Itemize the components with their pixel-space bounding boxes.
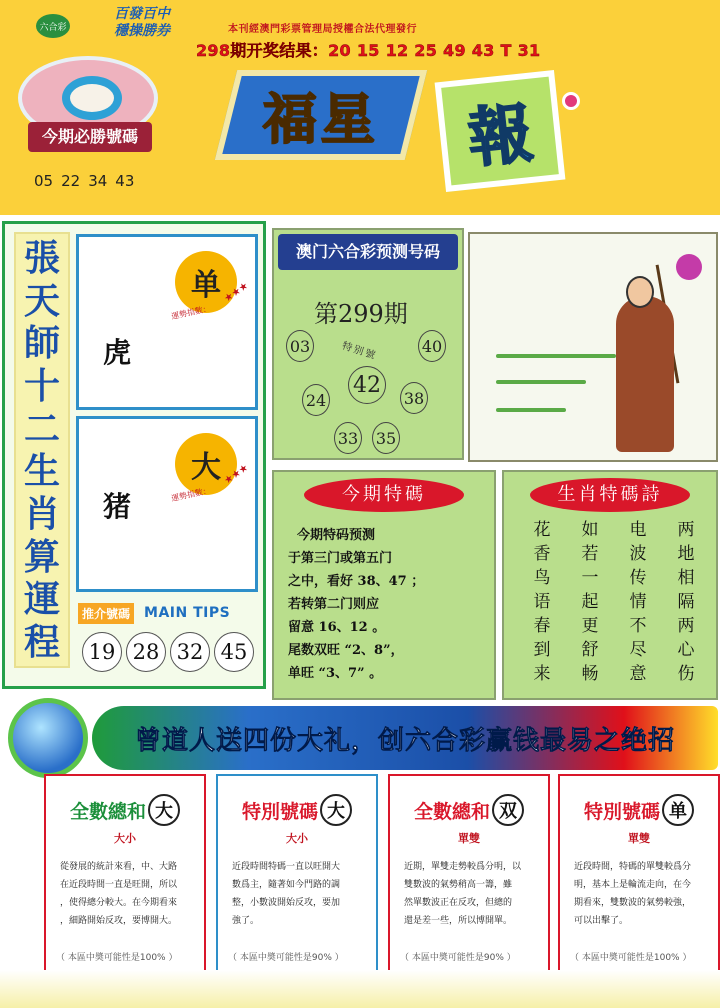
poem-char: 来: [533, 664, 551, 684]
zodiac-tag: 单: [175, 251, 237, 313]
poem-char: 如: [581, 520, 599, 540]
must-win-number: 05: [34, 172, 54, 190]
card-subtitle: 單雙: [628, 832, 650, 845]
card-subtitle: 單雙: [458, 832, 480, 845]
poem-char: 伤: [677, 664, 695, 684]
macau-title: 澳门六合彩预测号码: [278, 234, 458, 270]
poem-char: 春: [533, 616, 551, 636]
poem-char: 更: [581, 616, 599, 636]
zodiac-animal: 虎: [103, 336, 132, 369]
slogan-line1: 百發百中: [114, 6, 170, 22]
card-probability: （ 本區中奬可能性是90% ）: [400, 953, 516, 963]
poem-char: 地: [677, 544, 695, 564]
card-subtitle: 大小: [114, 832, 136, 845]
poem-char: 波: [629, 544, 647, 564]
vertical-title-char: 十: [23, 364, 60, 407]
grass-stroke: [496, 380, 586, 384]
card-header: [218, 794, 376, 826]
must-win-number: 34: [88, 172, 108, 190]
card-probability: （ 本區中奬可能性是90% ）: [228, 953, 344, 963]
sage-illustration: [468, 232, 718, 462]
tip-card-total-parity: [388, 774, 550, 982]
tips-label-cn: 推介號碼: [78, 603, 134, 624]
promo-banner-text: 曾道人送四份大礼，创六合彩赢钱最易之绝招: [134, 725, 675, 756]
card-subtitle: 大小: [286, 832, 308, 845]
card-body: 從發展的統計來看，中、大路 在近段時間一直是旺開，所以 ，使得總分較大。在今期看來 ，細路開始反攻，要博開大。: [60, 862, 178, 926]
card-header: [390, 794, 548, 826]
eye-iris-icon: [62, 76, 122, 120]
tip-number: 32: [170, 632, 210, 672]
special-code-panel: [272, 470, 496, 700]
poem-char: 起: [581, 592, 599, 612]
poem-char: 畅: [581, 664, 599, 684]
card-header: [46, 794, 204, 826]
card-title: 全數總和: [413, 800, 490, 823]
masthead-title-text: 福星: [263, 86, 379, 151]
special-code-banner: 今期特碼: [304, 478, 464, 512]
poem-char: 不: [629, 616, 647, 636]
zodiac-animal: 猪: [103, 490, 132, 523]
vertical-title-char: 程: [23, 620, 60, 663]
poem-char: 香: [533, 544, 551, 564]
number-ball: 33: [334, 422, 362, 454]
poem-char: 情: [629, 592, 647, 612]
zodiac-card-tiger: [76, 234, 258, 410]
main-tips-header: [78, 602, 258, 624]
poem-char: 鸟: [533, 568, 551, 588]
card-result-badge: 大: [148, 794, 180, 826]
must-win-number: 43: [115, 172, 135, 190]
card-title: 特別號碼: [241, 800, 318, 823]
sage-head-icon: [626, 276, 654, 308]
tip-number: 28: [126, 632, 166, 672]
number-ball: 40: [418, 330, 446, 362]
zodiac-tag: 大: [175, 433, 237, 495]
card-body: 近段時間特碼一直以旺開大 數爲主，隨著如今門路的調 整，小數波開始反攻，要加 強了。: [232, 862, 341, 926]
poem-char: 心: [677, 640, 695, 660]
poem-char: 若: [581, 544, 599, 564]
vertical-title-char: 天: [23, 279, 60, 322]
star-icon: ★★★: [222, 280, 251, 305]
poem-grid: [518, 518, 710, 686]
poem-char: 传: [629, 568, 647, 588]
must-win-numbers: [34, 172, 134, 190]
poem-char: 花: [533, 520, 551, 540]
masthead-bao: [435, 70, 566, 192]
card-probability: （ 本區中奬可能性是100% ）: [570, 953, 692, 963]
tip-number: 45: [214, 632, 254, 672]
lottery-logo: 六合彩: [36, 14, 70, 38]
macau-prediction-panel: [272, 228, 464, 460]
issue-number: 第299期: [314, 300, 408, 328]
tips-label-en: MAIN TIPS: [144, 605, 231, 621]
vertical-title-char: 運: [23, 578, 60, 621]
header: [0, 0, 720, 215]
publisher-note: 本刊經澳門彩票管理局授權合法代理發行: [228, 24, 417, 35]
luck-index-label: 運勢指數：: [170, 303, 212, 322]
vertical-title-char: 張: [23, 237, 60, 279]
card-result-badge: 大: [320, 794, 352, 826]
poem-char: 意: [629, 664, 647, 684]
promo-banner: [92, 706, 718, 770]
poem-char: 一: [581, 568, 599, 588]
card-body: 近段時間，特碼的單雙較爲分 明，基本上是輪流走向，在今 期看來，雙數波的氣勢較強， 可以出擊了。: [574, 862, 692, 926]
luck-index-label: 運勢指數：: [170, 485, 212, 504]
poem-char: 电: [629, 520, 647, 540]
special-code-text: 今期特码预测 于第三门或第五门 之中，看好 38、47 ； 若转第二门则应 留意 16、12 。 尾数双旺 “2、8”， 单旺 “3、7” 。: [288, 528, 425, 681]
card-title: 全數總和: [69, 800, 146, 823]
tip-card-special-size: [216, 774, 378, 982]
poem-char: 语: [533, 592, 551, 612]
vertical-title-char: 師: [23, 322, 60, 365]
card-result-badge: 双: [492, 794, 524, 826]
globe-icon: [8, 698, 88, 778]
must-win-number: 22: [61, 172, 81, 190]
card-probability: （ 本區中奬可能性是100% ）: [56, 953, 178, 963]
slogan-line2: 穩操勝券: [114, 23, 170, 39]
vertical-title-char: 肖: [23, 492, 60, 535]
number-ball: 24: [302, 384, 330, 416]
zodiac-card-pig: [76, 416, 258, 592]
slogan: [92, 6, 192, 40]
masthead-title: [215, 70, 427, 160]
main-tips-numbers: [82, 632, 254, 672]
vertical-title-char: 算: [23, 535, 60, 578]
must-win-label: 今期必勝號碼: [28, 122, 152, 152]
poem-char: 到: [533, 640, 551, 660]
sage-robe-icon: [616, 296, 674, 452]
number-ball: 35: [372, 422, 400, 454]
grass-stroke: [496, 354, 616, 358]
card-title: 特別號碼: [583, 800, 660, 823]
vertical-title-char: 生: [23, 450, 60, 493]
masthead-bao-text: 報: [464, 95, 537, 178]
poem-char: 两: [677, 616, 695, 636]
poem-banner: 生肖特碼詩: [530, 478, 690, 512]
dot-icon: [562, 92, 580, 110]
poem-char: 相: [677, 568, 695, 588]
card-header: [560, 794, 718, 826]
poem-char: 尽: [629, 640, 647, 660]
tip-number: 19: [82, 632, 122, 672]
poem-char: 隔: [677, 592, 695, 612]
number-ball: 38: [400, 382, 428, 414]
tip-card-total-size: [44, 774, 206, 982]
flower-icon: [676, 254, 702, 280]
number-ball: 03: [286, 330, 314, 362]
poem-char: 两: [677, 520, 695, 540]
footer-strip: [0, 970, 720, 1008]
vertical-title-char: 二: [23, 407, 60, 450]
star-icon: ★★★: [222, 462, 251, 487]
poem-char: 舒: [581, 640, 599, 660]
card-body: 近期，單雙走勢較爲分明，以 雙數波的氣勢稍高一籌，雖 然單數波正在反攻，但總的 還是差一些，所以博開單。: [404, 862, 522, 926]
grass-stroke: [496, 408, 566, 412]
zodiac-poem-panel: [502, 470, 718, 700]
number-ball-special: 42: [348, 366, 386, 404]
card-result-badge: 单: [662, 794, 694, 826]
vertical-title: [14, 232, 70, 668]
previous-draw-result: 298期开奖结果：20 15 12 25 49 43 T 31: [196, 41, 541, 60]
special-label: 特别號: [340, 340, 379, 363]
tip-card-special-parity: [558, 774, 720, 982]
